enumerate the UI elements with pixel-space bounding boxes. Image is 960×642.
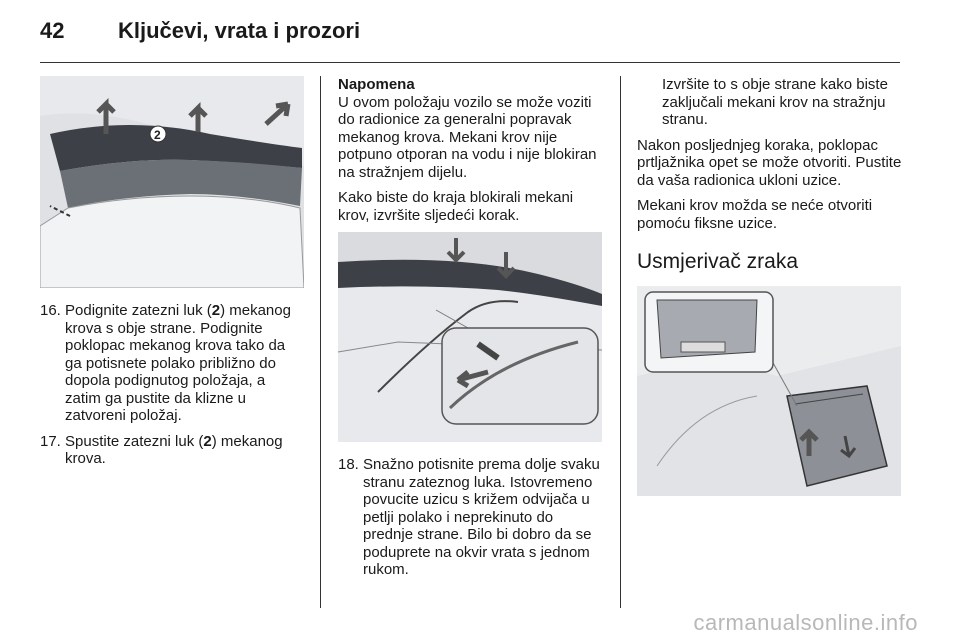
step-continuation: Izvršite to s obje strane kako biste zaključali mekani krov na stražnju stranu. <box>662 76 888 128</box>
figure-label: 2 <box>154 128 161 142</box>
instruction-paragraph: Kako biste do kraja blokirali mekani krov, izvršite sljedeći korak. <box>338 189 574 224</box>
step-18: 18. Snažno potisnite prema dolje svaku stranu zateznog luka. Istovremeno povucite uzicu s križem odvijača u petlji polako i neprekinuto do prednje strane. Bilo bi dobro da se poduprete na okvir vrata s jednom rukom. <box>338 456 600 578</box>
column-1 <box>40 76 304 468</box>
page-number: 42 <box>40 18 65 43</box>
note-title: Napomena <box>338 76 415 93</box>
page-title: Ključevi, vrata i prozori <box>118 18 361 43</box>
column-3 <box>637 76 902 496</box>
column-divider-2 <box>620 76 621 608</box>
watermark: carmanualsonline.info <box>693 610 918 635</box>
column-divider-1 <box>320 76 321 608</box>
step-16: 16. Podignite zatezni luk (2) mekanog krova s obje strane. Podignite poklopac mekanog krova tako da ga potisnete polako približno do dopola podignutog položaja, a zatim ga pustite da klizne u zatvoreni položaj. <box>40 302 291 424</box>
figure-wind-deflector <box>637 286 901 496</box>
note-text: U ovom položaju vozilo se može voziti do radionice za generalni popravak mekanog krova. Mekani krov nije potpuno otporan na vodu i nije blokiran na stražnjem dijelu. <box>338 93 597 181</box>
paragraph-after-step: Nakon posljednjeg koraka, poklopac prtljažnika opet se može otvoriti. Pustite da vaša radionica ukloni uzice. <box>637 136 902 189</box>
figure-tension-bar <box>338 232 602 442</box>
step-17: 17. Spustite zatezni luk (2) mekanog krova. <box>40 432 283 467</box>
section-heading: Usmjerivač zraka <box>637 250 799 273</box>
paragraph-fixed-strap: Mekani krov možda se neće otvoriti pomoću fiksne uzice. <box>637 197 873 232</box>
column-2 <box>338 76 602 579</box>
figure-soft-top-cover <box>40 76 304 288</box>
header-rule <box>40 62 900 63</box>
